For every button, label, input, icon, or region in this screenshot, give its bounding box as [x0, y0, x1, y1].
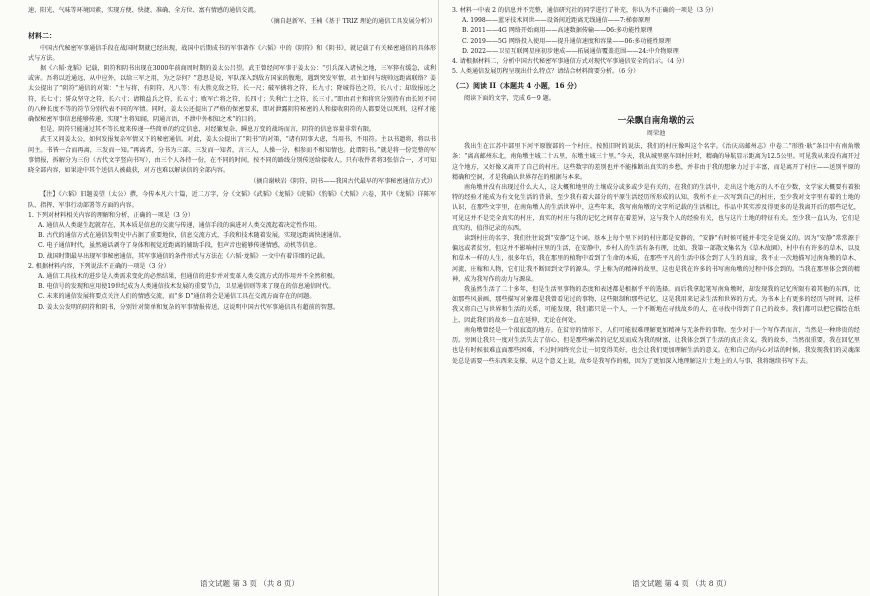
- right-page: [452, 6, 860, 367]
- instruction: 阅读下面的文字，完成 6～9 题。: [464, 94, 555, 102]
- option: D. 2022——卫星互联网星座初步建成——拓展通信覆盖范围——24:中介物原理: [462, 47, 679, 55]
- paragraph: 我虽然生活了二十多年，但是生活里事物的态度和表述都是根据乎平的选择。而后我拿起笔写南角墩时，却发现我的记忆所限有着其他的东西，比如那些风景画、那些描写对象都是我曾看见过的事物，这些限制和那些记忆，这是我用来记录生活和世界的方式。为书本上有更多的经历与时间，这样我又将自己与世界和生活的关系，可能发现，我们都只是一个人，一个不断地在寻找故乡的人，在寻找中得到了自己的故乡。我们都可以把它描绘在纸上，因此我们的故乡一直在延伸，无论在何处。: [452, 286, 860, 324]
- option: B. 电信号的发现和应用使19世纪成为人类通信技术发展的重要节点，卫星通信则等来了现在的信息通信时代。: [38, 283, 335, 291]
- paragraph: 据《六韬·龙韬》记载，阴符和阴书出现在3000年前商周时期的姜太公吕望。武王曾经问军事于姜太公：“引兵深入诸侯之地，三军猝有缓急，或利或害。吾将以近通远，从中应外，以给三军之用，为之奈何？”意思是说，军队深入到敌方国家的腹地，遇到突发军情，君主如何与统帅远距离联络？姜太公提出了“阴符”通信的对策：“主与将，有阴符，凡八等：有大胜克敌之符，长一尺；破军擒将之符，长九寸；降城得邑之符，长八寸；却敌报远之符，长七寸；誓众坚守之符，长六寸；请粮益兵之符，长五寸；败军亡将之符，长四寸；失利亡士之符，长三寸。”即由君主和将官分别持有由长短不同的八种长度不等的符节分别代表不同的军情。同时，姜太公还提出了严格的保密要求，即对泄露阴符秘密的人和接收阴符的人都要处以死刑，这样才能确保秘密军事信息能够传递，实现“主将知闻，阴通言语，不泄中外相知之术”的目的。: [28, 65, 436, 124]
- left-page: [28, 6, 436, 313]
- paragraph: 我出生在江苏中部里下河平原腹部的一个村庄，按照旧时的说法，我们的村庄像叫这个名字。《治庆高邮州志》中卷二“形胜·耿”条目中有南角墩条：“离高邮州东北，南角墩主城二十五里，东墩主城三十里。”今天，我从城里驱车回村庄时，精确的导航显示距离为12.5公里。可见我从来没有离开过这个地方，又好像又离开了自己的村庄。这些数字的差别也并不能推断出真实的乡愁，并非由于我的想象力过于丰富，而是离开了村庄——送别平原的精确和空洞，才是我确认世界存在的根据与本来。: [452, 143, 860, 181]
- paragraph-material1-end: 速、阳光、气味等环境因素，实现方便、快捷、准确、全方位、富有情感的通信交流。: [28, 7, 260, 14]
- material2-heading: 材料二：: [28, 31, 56, 41]
- paragraph: 读到村庄的名字，我们往往说到“安静”这个词。基本上每个里下河的村庄都是安静的，“安静”有时候可能并非完全是褒义的。因为“安静”常常源于偏远或者贫穷，但这并不影响村庄里的生活，在安静中，乡村人的生活有条有理，比如，我第一部散文集名为《草木故園》，村中有有许多的草木，以及和草木一样的人生，很多年后，我在那里的植物中看到了生命的本质，在那些平凡的生活中体会到了人生的真谛，我不止一次地描写过南角墩的草木、河流、庄稼和人物，它们让我不断回到文学的源头。学上称为的精神的故里，这也是我在许多的书写南角墩的过程中体会到的。当我在那里体会到的精神，成为我写作的动力与源泉。: [452, 235, 860, 283]
- paragraph: 武王又问姜太公，如何发报复杂军情又下的秘密通信。对此，姜太公提出了“阴书”的对策，“诸有阴事大虑，当用书，不用符。主以书遗将，将以书问主。书皆一合而再离，三发而一知。”再离者，分书为三部。三发而一知者，言三人，人操一分，相参而不相知情也。此谓阴书。”就是将一份完整的军事情报，拆解分为三份（古代文字竖向书写），由三个人各持一份，在不同的时间，按不同的路线分别传送给接收人。只有收件者将3张信合一，才可知晓全部内容，如果途中其个送信人被截获，对方也难以解读信的全部内容。: [28, 136, 436, 175]
- page-footer-3: 语文试题 第 3 页 （共 8 页）: [200, 579, 299, 588]
- source-note-1: （摘自赵新军、王楠《基于 TRIZ 理论的通信工具发展分析》）: [267, 18, 436, 26]
- option: B. 古代的通信方式在通信发明史中占据了重要地位，信息交流方式、手段和技术随着发展，实现远距离快速通信。: [38, 232, 345, 240]
- question-3: 3. 材料一中表 2 的信息并不完整，通信研究社的同学进行了补充，你认为不正确的一项是（3 分）: [452, 7, 718, 14]
- option: C. 2019——5G 网络投入使用——提升通信速度和容量——06:多功能性原理: [462, 37, 671, 45]
- option: D. 姜太公发明的阴符和阴书，分别针对简单和复杂的军事情报传送，这说明中国古代军事通信具有超前的智慧。: [38, 303, 340, 311]
- article-title: 一朵飘自南角墩的云: [617, 115, 695, 126]
- question-1: 1. 下列对材料相关内容的理解和分析，正确的一项是（3 分）: [28, 211, 194, 219]
- question-2: 2. 根据材料内容，下列说法不正确的一项是（3 分）: [28, 262, 170, 270]
- option: D. 战国时期最早出现军事秘密通信，其军事通信的条件形式与方法在《六韬·龙韬》一文中有着详细的记载。: [38, 252, 329, 260]
- annotation-note: 【注】《六韬》旧题姜望（太公）撰，今传本凡六十篇，近二万字，分《文韬》《武韬》《龙韬》《虎韬》《豹韬》《犬韬》六卷，其中《龙韬》详陈军队、指挥、军事行动部署等方面的内容。: [28, 191, 436, 209]
- question-5: 5. 人类通信发展历程呈现出什么特点？请结合材料简要分析。（6 分）: [452, 68, 640, 76]
- source-note-2: （摘自谢峡岩《阴符、阴书——我国古代最早的军事秘密通信方式》）: [250, 178, 436, 186]
- paragraph: 南角墩曾经是一个很寂寞的地方。在贫穷的情形下，人们可能很难理解更加精神与无条件的事物。至少对于一个写作者而言，当然是一种珍贵的经历。穷困让我只一度对生活失去了信心，但是那些痛苦的记忆反而成为我的财富，让我体会到了生活的真正含义。我的故乡，当然很重要，我在回忆里也是有时候很难直面那些困难，不过时间终究会让一切变得美好，也会让我们更加理解生活的意义。在和自己的内心对话的时候，我发现我们的灵魂深处总是需要一些东西来支撑，从这个意义上说，故乡是我写作的根，因为了更加深入地理解这片土地上的人与事，我将继续书写下去。: [452, 326, 860, 365]
- option: B. 2011——4G 网络开始商用——高速数据传输——06:多功能性原理: [462, 27, 653, 35]
- article-author: 周荣池: [646, 130, 666, 138]
- option: A. 通信从人类诞生起就存在，其本质是信息的交流与传递，通信手段的演进对人类交流起着决定性作用。: [38, 222, 321, 230]
- paragraph: 中国古代秘密军事通信手段在战国时期就已经出现，战国中后期成书的军事著作《六韬》中的《阴符》和《阴书》，就记载了有关秘密通信的具体形式与方法。: [28, 44, 436, 62]
- paragraph: 但是，阴符只能通过其不等长度来传递一些简单的约定信息，对经繁复杂、瞬息万变的战场而言，阴符的信息容量非常有限。: [40, 126, 376, 134]
- option: A. 1998——蓝牙技术问世——设备间近距离无线通信——7:梯套原理: [462, 17, 651, 25]
- option: C. 未来的通信发展将要点关注人们的情感交流，而“多 D”通信将会是通信工具在交流方面存在的问题。: [38, 293, 316, 301]
- question-4: 4. 请根据材料二，分析中国古代秘密军事通信方式对现代军事通信安全的启示。（4 分）: [452, 58, 688, 66]
- option: A. 通信工具技术的进步是人类需求变化的必然结果，但通信的进步并对变革人类交流方式的作用并不全然积极。: [38, 273, 339, 281]
- section-heading: （二）阅读 II（本题共 4 小题，16 分）: [452, 81, 581, 91]
- page-footer-4: 语文试题 第 4 页 （共 8 页）: [632, 579, 731, 588]
- option: C. 电子通信时代，虽然通话剥夺了身体和视觉近距离的辅助手段，但声音也能够传递情感，动机等信息。: [38, 242, 321, 250]
- page-divider: [438, 0, 439, 596]
- paragraph: 南角墩并没有出现过什么大人，这大概和地里的土壤成分或多或少是有关的，在我们的生活中，走出这个地方的人不在少数，文学家大概要有着独特的经验才能成为有文化生活的背景，至少我有着大部分的平原生活经历所形成的认知，我所不止一次写到自己的村庄，至少我对文字里有着的土地的认识，在那些文字里，在南角墩人的生活世界中，这些年来，我写南角墩的文字所记载的生活相比，作品中其实涉及得更多的是我离开后的那些记忆，可见这并不是完全真实的村庄，真实的村庄与我的记忆之间存在着差异，这与我个人的经验有关，也与这片土地的特征有关。至少我一直认为，它们是真实的、值得记录的东西。: [452, 184, 860, 232]
